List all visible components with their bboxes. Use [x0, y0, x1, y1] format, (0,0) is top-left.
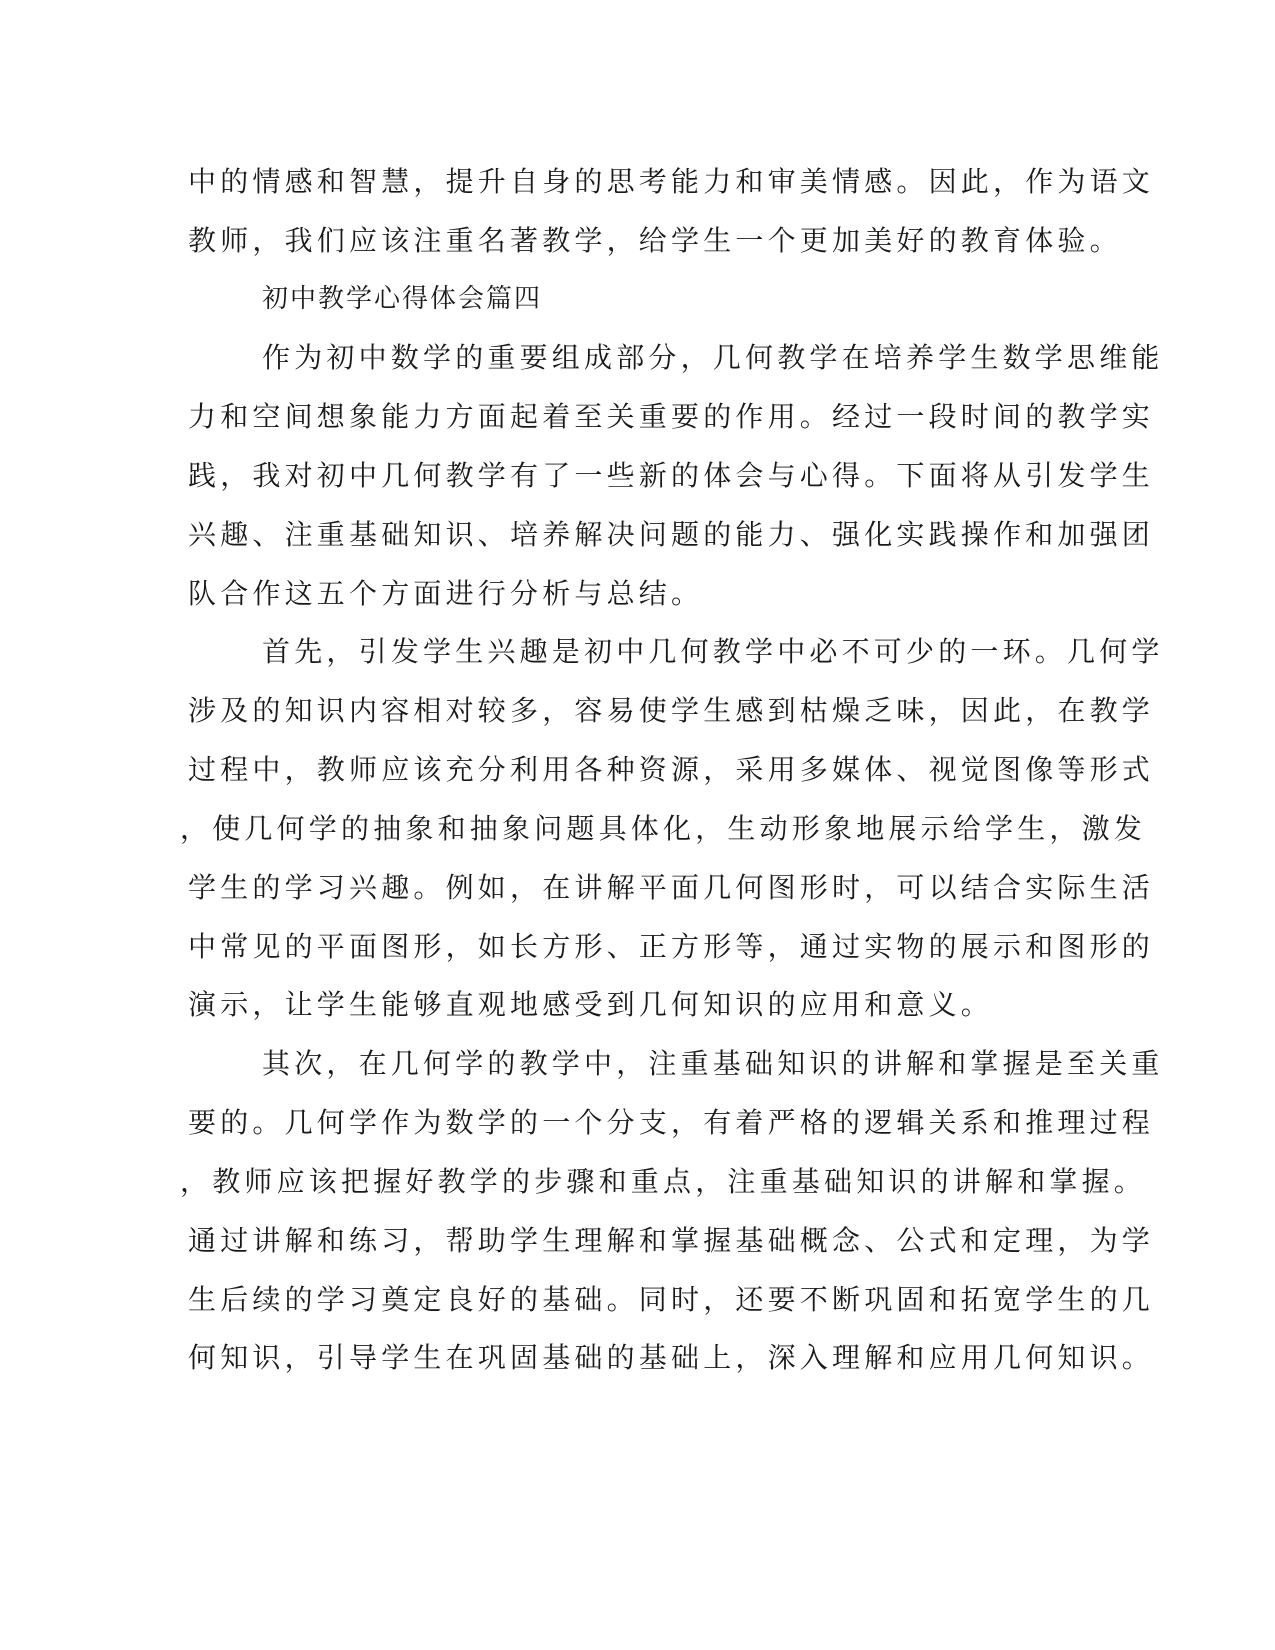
paragraph-3-line-1: 首先，引发学生兴趣是初中几何教学中必不可少的一环。几何学 — [262, 635, 1164, 668]
paragraph-3-line-2: 涉及的知识内容相对较多，容易使学生感到枯燥乏味，因此，在教学 — [188, 694, 1155, 727]
paragraph-2-line-2: 力和空间想象能力方面起着至关重要的作用。经过一段时间的教学实 — [188, 400, 1155, 433]
paragraph-2-line-5: 队合作这五个方面进行分析与总结。 — [188, 577, 704, 610]
paragraph-1-line-2: 教师，我们应该注重名著教学，给学生一个更加美好的教育体验。 — [188, 224, 1122, 257]
paragraph-4-line-5: 生后续的学习奠定良好的基础。同时，还要不断巩固和拓宽学生的几 — [188, 1283, 1155, 1316]
paragraph-4-line-1: 其次，在几何学的教学中，注重基础知识的讲解和掌握是至关重 — [262, 1047, 1164, 1080]
paragraph-4-line-2: 要的。几何学作为数学的一个分支，有着严格的逻辑关系和推理过程 — [188, 1106, 1155, 1139]
paragraph-2-line-1: 作为初中数学的重要组成部分，几何教学在培养学生数学思维能 — [262, 341, 1164, 374]
paragraph-3-line-3: 过程中，教师应该充分利用各种资源，采用多媒体、视觉图像等形式 — [188, 753, 1155, 786]
paragraph-3-line-4: ，使几何学的抽象和抽象问题具体化，生动形象地展示给学生，激发 — [180, 812, 1147, 845]
paragraph-1-line-1: 中的情感和智慧，提升自身的思考能力和审美情感。因此，作为语文 — [188, 165, 1155, 198]
paragraph-4-line-6: 何知识，引导学生在巩固基础的基础上，深入理解和应用几何知识。 — [188, 1341, 1155, 1374]
paragraph-3-line-6: 中常见的平面图形，如长方形、正方形等，通过实物的展示和图形的 — [188, 930, 1155, 963]
section-heading: 初中教学心得体会篇四 — [262, 284, 543, 314]
paragraph-3-line-5: 学生的学习兴趣。例如，在讲解平面几何图形时，可以结合实际生活 — [188, 871, 1155, 904]
paragraph-4-line-3: ，教师应该把握好教学的步骤和重点，注重基础知识的讲解和掌握。 — [180, 1165, 1147, 1198]
paragraph-3-line-7: 演示，让学生能够直观地感受到几何知识的应用和意义。 — [188, 988, 994, 1021]
paragraph-4-line-4: 通过讲解和练习，帮助学生理解和掌握基础概念、公式和定理，为学 — [188, 1224, 1155, 1257]
paragraph-2-line-4: 兴趣、注重基础知识、培养解决问题的能力、强化实践操作和加强团 — [188, 518, 1155, 551]
paragraph-2-line-3: 践，我对初中几何教学有了一些新的体会与心得。下面将从引发学生 — [188, 459, 1155, 492]
